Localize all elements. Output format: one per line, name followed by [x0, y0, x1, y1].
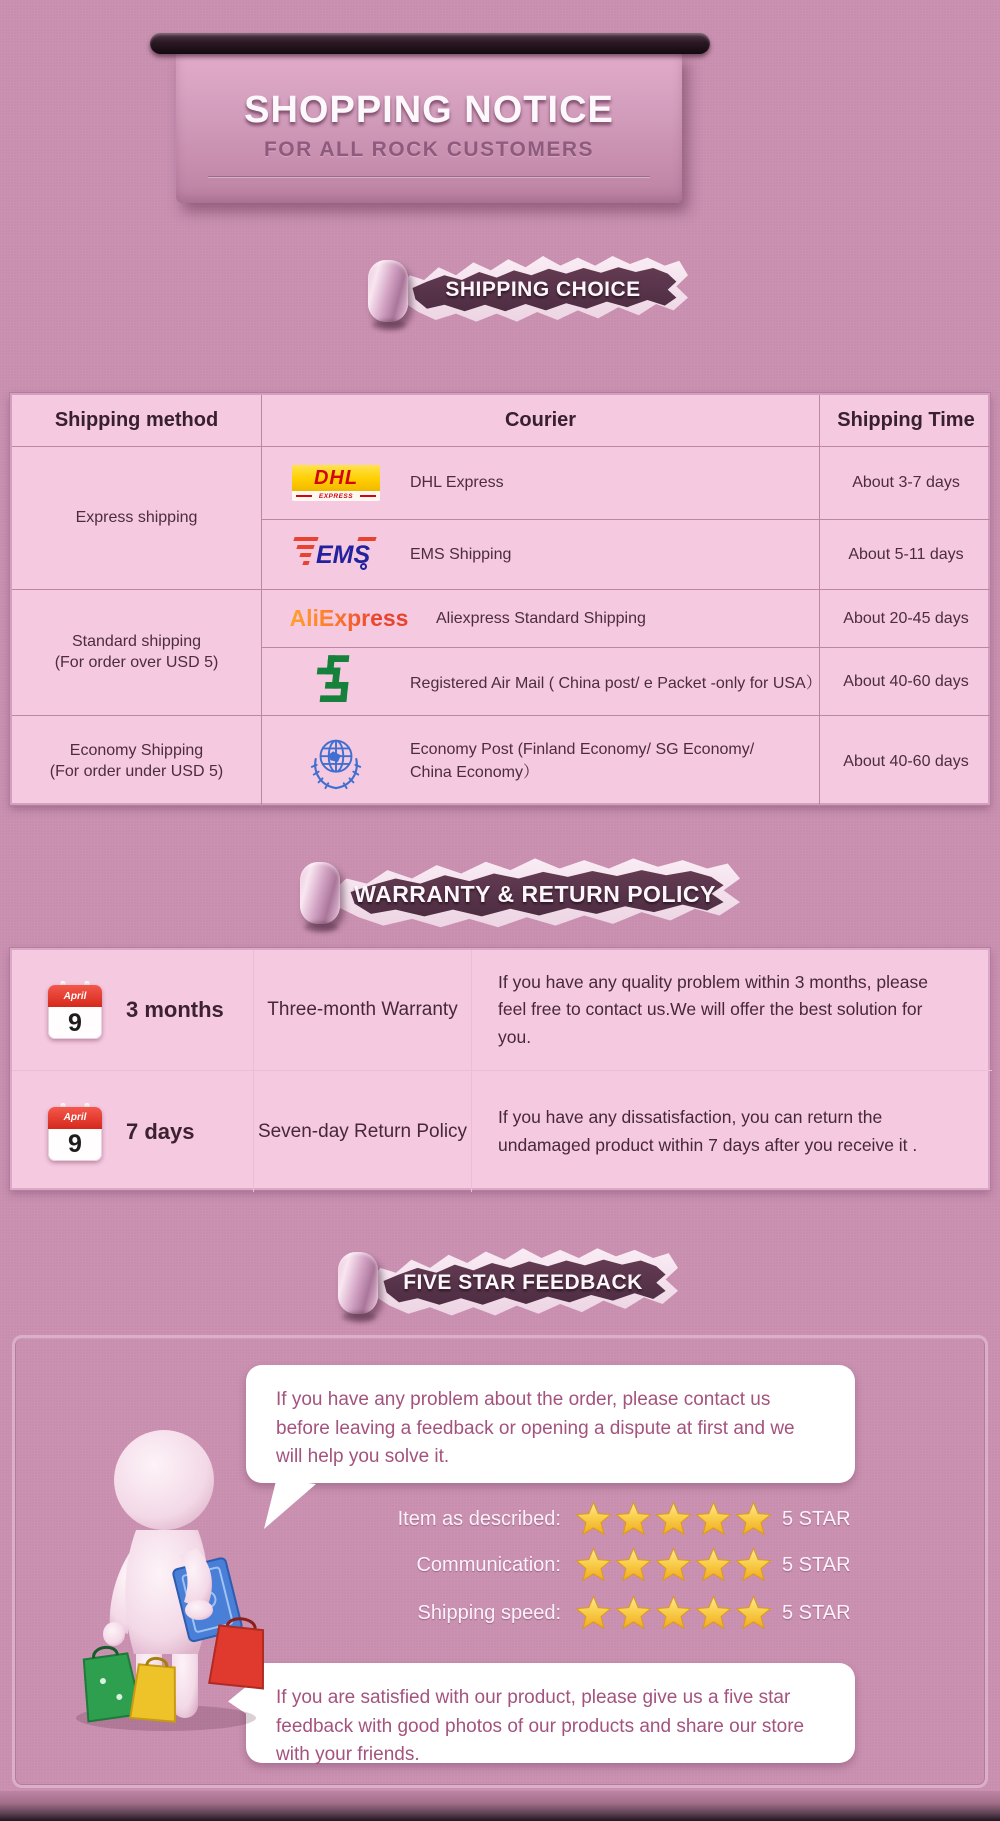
courier-name: Aliexpress Standard Shipping — [436, 609, 646, 627]
section-banner-feedback — [368, 1240, 678, 1322]
star-icon — [615, 1547, 652, 1583]
five-star-rating — [575, 1547, 772, 1583]
header-banner — [176, 53, 682, 203]
column-header-courier: Courier — [262, 395, 820, 447]
feedback-speech-bubble-top: If you have any problem about the order, please contact us before leaving a feedback or opening a dispute at first and we will help you solve it. — [246, 1365, 855, 1483]
rating-label: Item as described: — [397, 1507, 561, 1530]
aliexpress-logo: AliExpress — [289, 605, 409, 631]
star-icon — [655, 1501, 692, 1537]
section-banner-shipping — [398, 248, 688, 328]
courier-name: Economy Post (Finland Economy/ SG Economy/ China Economy） — [410, 741, 755, 781]
feedback-speech-bubble-bottom: If you are satisfied with our product, please give us a five star feedback with good photos of our products and share our store with your friends. — [246, 1663, 855, 1763]
page-title: SHOPPING NOTICE — [244, 89, 614, 131]
five-star-rating — [575, 1595, 772, 1631]
star-icon — [695, 1547, 732, 1583]
courier-cell — [262, 590, 820, 648]
china-post-logo — [290, 655, 382, 709]
rating-row-item — [185, 1498, 865, 1540]
warranty-policy-cell: Seven-day Return Policy — [254, 1071, 472, 1192]
warranty-description-cell: If you have any quality problem within 3 months, please feel free to contact us.We will offer the best solution for you. — [472, 950, 992, 1071]
time-cell: About 40-60 days — [843, 752, 969, 770]
star-icon — [655, 1595, 692, 1631]
courier-cell — [262, 447, 820, 520]
star-icon — [695, 1595, 732, 1631]
courier-cell — [262, 716, 820, 807]
rating-row-communication — [185, 1544, 865, 1586]
rating-value: 5 STAR — [782, 1507, 851, 1530]
warranty-policy-cell: Three-month Warranty — [254, 950, 472, 1071]
rating-label: Communication: — [416, 1553, 561, 1576]
paper-curl — [368, 260, 408, 322]
star-icon — [655, 1547, 692, 1583]
warranty-duration-cell: April 9 3 months — [12, 950, 254, 1071]
dhl-logo: DHL EXPRESS — [290, 465, 382, 501]
star-icon — [575, 1547, 612, 1583]
warranty-description-cell: If you have any dissatisfaction, you can return the undamaged product within 7 days after you receive it . — [498, 1107, 918, 1155]
section-banner-warranty — [330, 850, 740, 934]
star-icon — [575, 1595, 612, 1631]
paper-curl — [338, 1252, 378, 1314]
courier-name: Registered Air Mail ( China post/ e Packet -only for USA） — [410, 675, 822, 692]
star-icon — [615, 1501, 652, 1537]
star-icon — [575, 1501, 612, 1537]
shopper-figure — [56, 1418, 276, 1738]
header-rod — [150, 33, 710, 54]
rating-value: 5 STAR — [782, 1553, 851, 1576]
ems-logo: EMS — [290, 533, 382, 577]
five-star-rating — [575, 1501, 772, 1537]
courier-name: DHL Express — [410, 474, 504, 491]
method-cell-economy: Economy Shipping (For order under USD 5) — [12, 716, 262, 807]
warranty-table — [10, 948, 990, 1190]
rating-row-shipping-speed — [185, 1592, 865, 1634]
method-cell-standard: Standard shipping (For order over USD 5) — [12, 590, 262, 716]
method-cell-express: Express shipping — [12, 447, 262, 590]
shipping-table — [10, 393, 990, 805]
star-icon — [695, 1501, 732, 1537]
un-logo — [290, 732, 382, 792]
warranty-duration-cell: April 9 7 days — [12, 1071, 254, 1192]
time-cell: About 40-60 days — [820, 648, 992, 716]
column-header-time: Shipping Time — [820, 395, 992, 447]
header-divider — [208, 176, 650, 178]
time-cell: About 20-45 days — [820, 590, 992, 648]
courier-cell — [262, 520, 820, 590]
courier-cell — [262, 648, 820, 716]
column-header-method: Shipping method — [12, 395, 262, 447]
calendar-icon: April 9 — [48, 1103, 102, 1161]
star-icon — [615, 1595, 652, 1631]
star-icon — [735, 1501, 772, 1537]
section-title-shipping: SHIPPING CHOICE — [445, 278, 641, 301]
calendar-icon: April 9 — [48, 981, 102, 1039]
star-icon — [735, 1595, 772, 1631]
star-icon — [735, 1547, 772, 1583]
page-bottom-shadow — [0, 1791, 1000, 1821]
section-title-warranty: WARRANTY & RETURN POLICY — [354, 880, 716, 907]
rating-label: Shipping speed: — [417, 1601, 561, 1624]
time-cell: About 3-7 days — [820, 447, 992, 520]
section-title-feedback: FIVE STAR FEEDBACK — [403, 1271, 643, 1294]
time-cell: About 5-11 days — [820, 520, 992, 590]
page-subtitle: FOR ALL ROCK CUSTOMERS — [263, 138, 595, 161]
rating-value: 5 STAR — [782, 1601, 851, 1624]
paper-curl — [300, 862, 340, 924]
courier-name: EMS Shipping — [410, 545, 512, 563]
